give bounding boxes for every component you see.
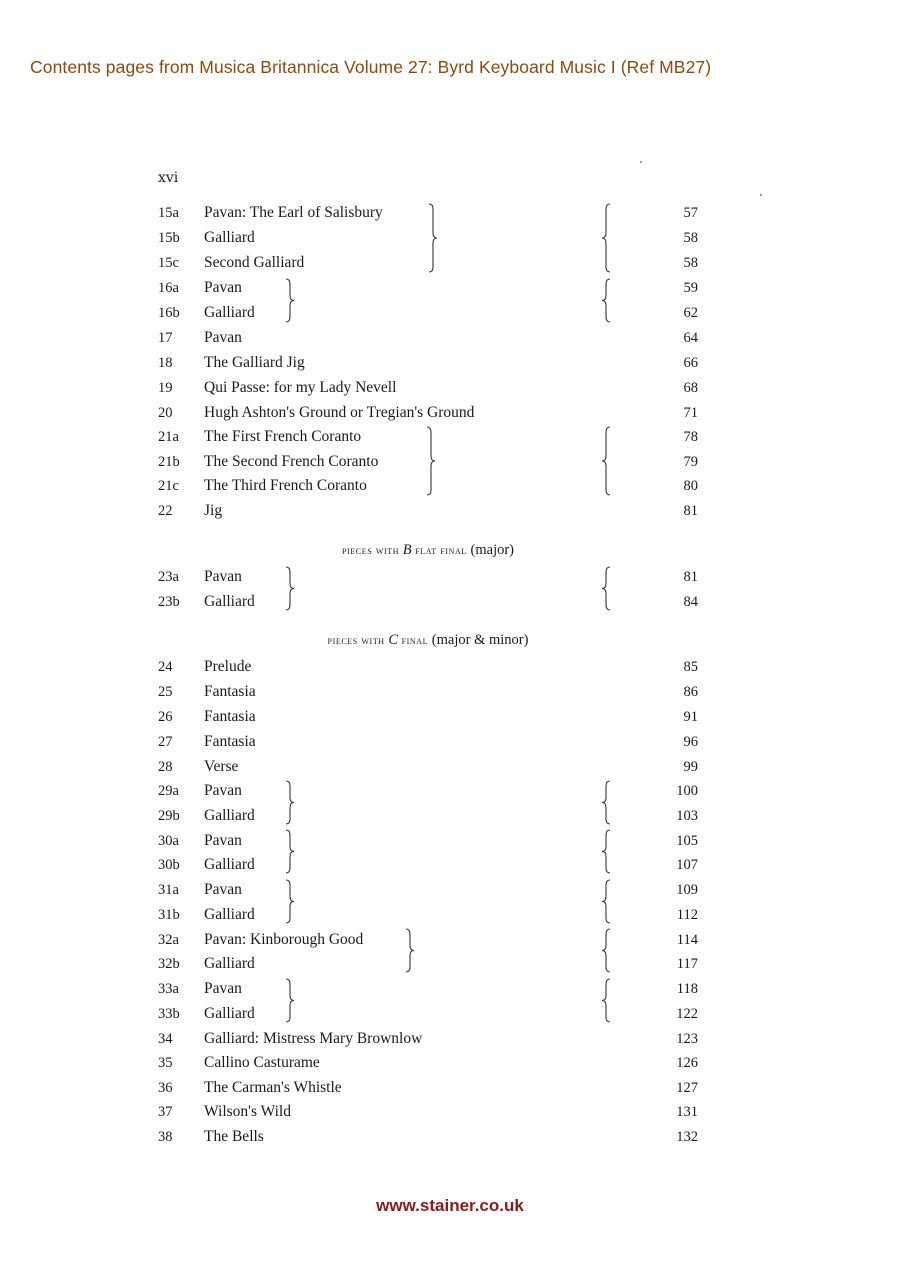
toc-row (158, 730, 698, 754)
closing-brace (284, 566, 296, 611)
item-title: The Carman's Whistle (204, 1079, 342, 1096)
item-page: 86 (683, 684, 698, 700)
item-page: 80 (683, 478, 698, 494)
item-number: 22 (158, 503, 173, 519)
item-page: 132 (676, 1129, 698, 1145)
opening-brace (600, 928, 612, 973)
item-title: Galliard: Mistress Mary Brownlow (204, 1030, 423, 1047)
item-page: 85 (683, 659, 698, 675)
toc-row (158, 829, 698, 853)
scan-speck (760, 194, 762, 196)
item-number: 29b (158, 808, 180, 824)
item-number: 30a (158, 833, 179, 849)
toc-row (158, 928, 698, 952)
toc-row (158, 301, 698, 325)
closing-brace (284, 978, 296, 1023)
item-number: 15a (158, 205, 179, 221)
item-number: 31b (158, 907, 180, 923)
item-page: 126 (676, 1055, 698, 1071)
item-page: 99 (683, 759, 698, 775)
item-number: 16b (158, 305, 180, 321)
item-page: 59 (683, 280, 698, 296)
item-page: 71 (683, 405, 698, 421)
item-number: 31a (158, 882, 179, 898)
item-number: 21a (158, 429, 179, 445)
item-title: Qui Passe: for my Lady Nevell (204, 379, 397, 396)
item-title: Second Galliard (204, 254, 305, 271)
item-title: Pavan: Kinborough Good (204, 931, 364, 948)
toc-row (158, 499, 698, 523)
closing-brace (404, 928, 416, 973)
item-number: 15b (158, 230, 180, 246)
item-title: Pavan: The Earl of Salisbury (204, 204, 383, 221)
item-page: 58 (683, 230, 698, 246)
closing-brace (284, 879, 296, 924)
toc-row (158, 853, 698, 877)
item-page: 81 (683, 503, 698, 519)
item-title: Pavan (204, 832, 242, 849)
item-number: 33b (158, 1006, 180, 1022)
item-number: 16a (158, 280, 179, 296)
heading-prefix: pieces with (327, 633, 385, 647)
item-title: Wilson's Wild (204, 1103, 291, 1120)
opening-brace (600, 780, 612, 825)
item-number: 21c (158, 478, 179, 494)
item-number: 21b (158, 454, 180, 470)
item-number: 25 (158, 684, 173, 700)
heading-paren: (major & minor) (431, 632, 529, 648)
opening-brace (600, 426, 612, 496)
heading-key: C (388, 632, 398, 648)
closing-brace (425, 426, 437, 496)
item-title: Pavan (204, 329, 242, 346)
item-title: Galliard (204, 1005, 255, 1022)
closing-brace (427, 203, 439, 273)
item-title: The Second French Coranto (204, 453, 379, 470)
item-title: Galliard (204, 304, 255, 321)
item-page: 123 (676, 1031, 698, 1047)
toc-row (158, 680, 698, 704)
item-number: 33a (158, 981, 179, 997)
heading-key: B (402, 542, 412, 558)
item-title: Pavan (204, 568, 242, 585)
toc-row (158, 401, 698, 425)
item-title: Fantasia (204, 708, 256, 725)
toc-row (158, 779, 698, 803)
item-page: 107 (676, 857, 698, 873)
item-page: 62 (683, 305, 698, 321)
section-heading-b-flat (158, 540, 698, 560)
item-title: Verse (204, 758, 239, 775)
item-number: 30b (158, 857, 180, 873)
closing-brace (284, 829, 296, 874)
toc-row (158, 977, 698, 1001)
toc-row (158, 705, 698, 729)
heading-suffix: flat final (415, 543, 467, 557)
item-number: 29a (158, 783, 179, 799)
item-title: The Bells (204, 1128, 264, 1145)
item-title: Fantasia (204, 733, 256, 750)
closing-brace (284, 278, 296, 323)
item-page: 66 (683, 355, 698, 371)
item-number: 18 (158, 355, 173, 371)
opening-brace (600, 203, 612, 273)
toc-row (158, 351, 698, 375)
item-number: 15c (158, 255, 179, 271)
toc-row (158, 804, 698, 828)
item-number: 20 (158, 405, 173, 421)
toc-row (158, 655, 698, 679)
item-title: The Galliard Jig (204, 354, 305, 371)
item-page: 122 (676, 1006, 698, 1022)
item-page: 91 (683, 709, 698, 725)
item-page: 105 (676, 833, 698, 849)
opening-brace (600, 829, 612, 874)
item-number: 36 (158, 1080, 173, 1096)
item-page: 112 (676, 907, 698, 923)
item-page: 109 (676, 882, 698, 898)
opening-brace (600, 879, 612, 924)
toc-row (158, 276, 698, 300)
item-number: 38 (158, 1129, 173, 1145)
item-title: Jig (204, 502, 223, 519)
item-number: 35 (158, 1055, 173, 1071)
footer-link[interactable]: www.stainer.co.uk (376, 1196, 524, 1215)
item-title: Galliard (204, 593, 255, 610)
document-banner: Contents pages from Musica Britannica Volume 27: Byrd Keyboard Music I (Ref MB27) (30, 57, 712, 77)
toc-row (158, 590, 698, 614)
item-title: Pavan (204, 782, 242, 799)
item-title: Galliard (204, 229, 255, 246)
item-number: 23b (158, 594, 180, 610)
item-page: 78 (683, 429, 698, 445)
item-page: 64 (683, 330, 698, 346)
toc-row (158, 1100, 698, 1124)
item-title: Pavan (204, 881, 242, 898)
item-page: 114 (676, 932, 698, 948)
item-number: 34 (158, 1031, 173, 1047)
item-title: Galliard (204, 856, 255, 873)
heading-suffix: final (401, 633, 429, 647)
toc-row (158, 878, 698, 902)
item-title: Prelude (204, 658, 252, 675)
toc-row (158, 952, 698, 976)
item-number: 32a (158, 932, 179, 948)
item-number: 37 (158, 1104, 173, 1120)
item-page: 81 (683, 569, 698, 585)
item-number: 24 (158, 659, 173, 675)
toc-row (158, 1076, 698, 1100)
item-number: 28 (158, 759, 173, 775)
heading-prefix: pieces with (341, 543, 400, 557)
opening-brace (600, 278, 612, 323)
item-page: 127 (676, 1080, 698, 1096)
item-number: 32b (158, 956, 180, 972)
toc-row (158, 903, 698, 927)
item-page: 96 (683, 734, 698, 750)
item-page: 100 (676, 783, 698, 799)
toc-row (158, 326, 698, 350)
page-number: xvi (158, 170, 179, 186)
item-title: Hugh Ashton's Ground or Tregian's Ground (204, 404, 475, 421)
closing-brace (284, 780, 296, 825)
item-title: Galliard (204, 906, 255, 923)
item-page: 103 (676, 808, 698, 824)
toc-row (158, 755, 698, 779)
toc-row (158, 1027, 698, 1051)
toc-row (158, 565, 698, 589)
item-page: 84 (683, 594, 698, 610)
opening-brace (600, 566, 612, 611)
item-number: 17 (158, 330, 173, 346)
section-heading-c (158, 630, 698, 650)
toc-row (158, 1002, 698, 1026)
item-title: Galliard (204, 955, 255, 972)
item-page: 58 (683, 255, 698, 271)
item-title: The Third French Coranto (204, 477, 367, 494)
opening-brace (600, 978, 612, 1023)
heading-paren: (major) (470, 542, 515, 558)
toc-row (158, 1051, 698, 1075)
toc-row (158, 376, 698, 400)
item-page: 68 (683, 380, 698, 396)
item-page: 118 (676, 981, 698, 997)
item-number: 26 (158, 709, 173, 725)
item-page: 117 (676, 956, 698, 972)
item-title: Galliard (204, 807, 255, 824)
item-number: 19 (158, 380, 173, 396)
item-title: Pavan (204, 279, 242, 296)
toc-row (158, 1125, 698, 1149)
scan-speck (640, 161, 642, 163)
item-number: 23a (158, 569, 179, 585)
item-page: 79 (683, 454, 698, 470)
item-page: 57 (683, 205, 698, 221)
item-title: Callino Casturame (204, 1054, 320, 1071)
item-title: Fantasia (204, 683, 256, 700)
item-page: 131 (676, 1104, 698, 1120)
item-title: The First French Coranto (204, 428, 362, 445)
item-title: Pavan (204, 980, 242, 997)
item-number: 27 (158, 734, 173, 750)
